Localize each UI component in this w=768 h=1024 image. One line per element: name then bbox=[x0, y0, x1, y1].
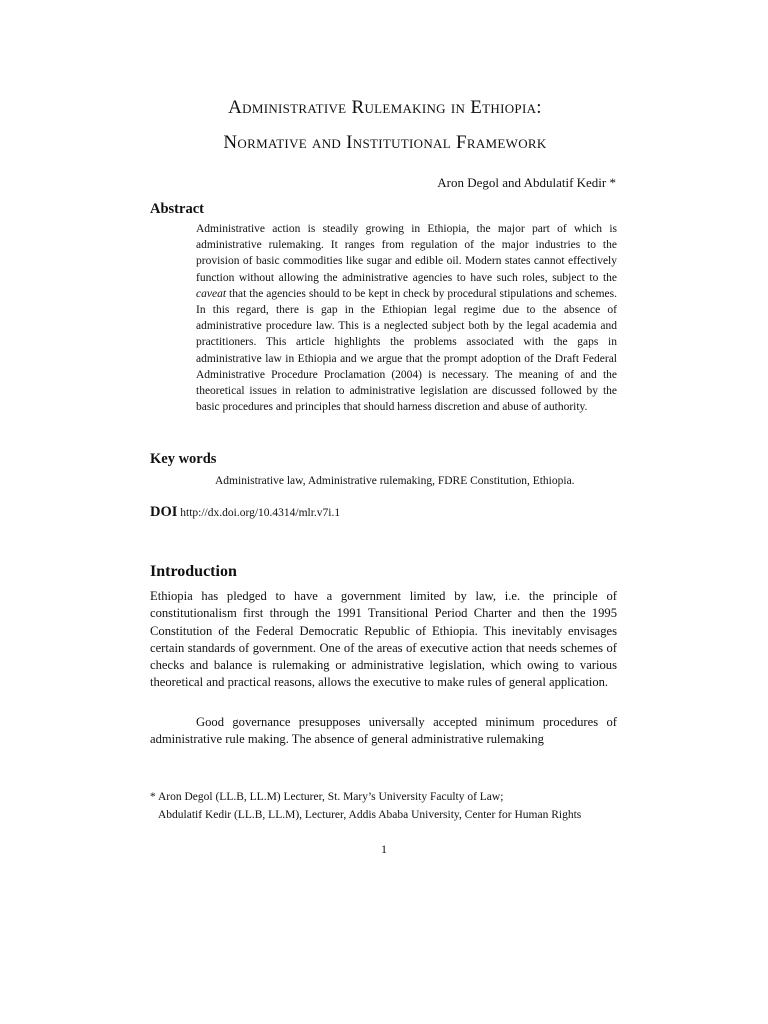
author-line: Aron Degol and Abdulatif Kedir * bbox=[437, 175, 616, 190]
abstract-text-part-2: that the agencies should to be kept in check by procedural stipulations and schemes. In this regard, there is gap in the Ethiopian legal regime due to the absence of administrative procedure law. This is a neglected subject both by the legal academia and practitioners. This article highlights the problems associated with the gaps in administrative law in Ethiopia and we argue that the prompt adoption of the Draft Federal Administrative Procedure Proclamation (2004) is necessary. The meaning of and the theoretical issues in relation to administrative legislation are discussed followed by the basic procedures and principles that should harness discretion and abuse of authority. bbox=[196, 287, 618, 414]
abstract-caveat-italic: caveat bbox=[196, 287, 227, 300]
introduction-paragraph-1: Ethiopia has pledged to have a government limited by law, i.e. the principle of constitutionalism first through the 1991 Transitional Period Charter and then the 1995 Constitution of the Federal Democratic Republic of Ethiopia. This inevitably envisages certain standards of government. One of the areas of executive action that needs schemes of checks and balance is rulemaking or administrative legislation, which owing to various theoretical and practical reasons, allows the executive to make rules of general application. bbox=[150, 589, 617, 690]
introduction-heading: Introduction bbox=[150, 563, 237, 580]
abstract-heading: Abstract bbox=[150, 201, 204, 217]
keywords-text: Administrative law, Administrative rulemaking, FDRE Constitution, Ethiopia. bbox=[215, 475, 575, 487]
abstract-text bbox=[196, 221, 617, 415]
doi-line bbox=[150, 504, 340, 521]
page-number: 1 bbox=[381, 842, 387, 856]
abstract-text-part-1: Administrative action is steadily growing in Ethiopia, the major part of which is administrative rulemaking. It ranges from regulation of the major industries to the provision of basic commodities like sugar and edible oil. Modern states cannot effectively function without allowing the administrative agencies to have such roles, subject to the bbox=[196, 223, 617, 284]
footnote-line-1: * Aron Degol (LL.B, LL.M) Lecturer, St. Mary’s University Faculty of Law; bbox=[150, 791, 504, 803]
doi-link[interactable]: http://dx.doi.org/10.4314/mlr.v7i.1 bbox=[180, 507, 341, 519]
keywords-heading: Key words bbox=[150, 451, 217, 467]
introduction-paragraph-2: Good governance presupposes universally accepted minimum procedures of administrative rule making. The absence of general administrative rulemaking bbox=[150, 715, 617, 747]
doi-label: DOI bbox=[150, 504, 178, 520]
article-title-line-1: Administrative Rulemaking in Ethiopia: bbox=[228, 97, 542, 118]
article-title-line-2: Normative and Institutional Framework bbox=[223, 132, 547, 153]
footnote-line-2: Abdulatif Kedir (LL.B, LL.M), Lecturer, Addis Ababa University, Center for Human Rights bbox=[158, 809, 582, 821]
